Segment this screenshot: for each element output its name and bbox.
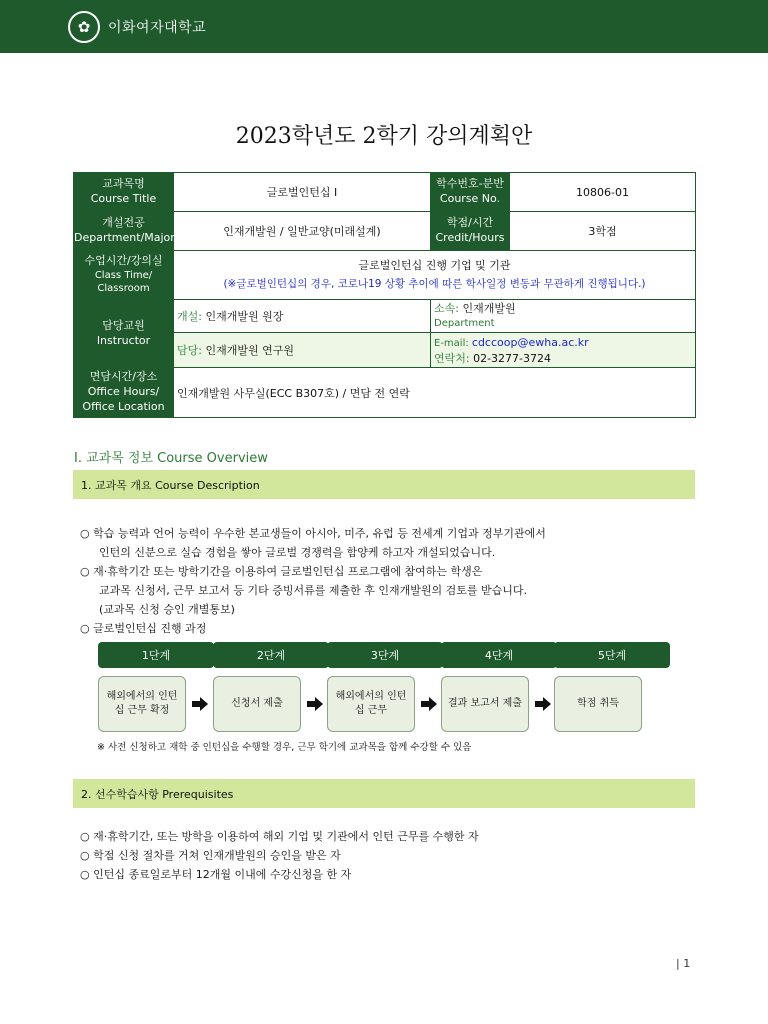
opened-by: 개설: 인재개발원 원장 (174, 300, 431, 333)
credit-value: 3학점 (510, 212, 696, 251)
course-info-table (73, 172, 696, 418)
process-steps (98, 642, 670, 732)
arrow-right-icon (535, 696, 551, 712)
department-label: 개설전공 Department/Major (74, 212, 174, 251)
office-hours-label: 면담시간/장소 Office Hours/ Office Location (74, 368, 174, 418)
course-no-value: 10806-01 (510, 173, 696, 212)
step-3-label: 3단계 (327, 642, 443, 668)
section-title-overview: Ⅰ. 교과목 정보 Course Overview (74, 451, 268, 466)
desc-line: ○ 글로벌인턴십 진행 과정 (80, 622, 207, 635)
header-bar (0, 0, 768, 53)
contact-info: E-mail: cdccoop@ewha.ac.kr 연락처: 02-3277-3724 (431, 333, 696, 368)
class-time-value: 글로벌인턴십 진행 기업 및 기관 (※글로벌인턴십의 경우, 코로나19 상황 추이에 따른 학사일정 변동과 무관하게 진행됩니다.) (174, 251, 696, 300)
prereq-line: ○ 재·휴학기간, 또는 방학을 이용하여 해외 기업 및 기관에서 인턴 근무를 수행한 자 (80, 830, 479, 843)
step-2-box: 신청서 제출 (213, 676, 301, 732)
step-4-box: 결과 보고서 제출 (441, 676, 529, 732)
course-title-value: 글로벌인턴십 I (174, 173, 431, 212)
credit-label: 학점/시간 Credit/Hours (431, 212, 510, 251)
class-time-label: 수업시간/강의실 Class Time/ Classroom (74, 251, 174, 300)
desc-line: ○ 학습 능력과 언어 능력이 우수한 본교생들이 아시아, 미주, 유럽 등 전세계 기업과 정부기관에서 (80, 527, 546, 540)
course-description (80, 524, 546, 638)
desc-line: 인턴의 신분으로 실습 경험을 쌓아 글로벌 경쟁력을 함양케 하고자 개설되었습니다. (99, 546, 496, 559)
step-2-label: 2단계 (213, 642, 329, 668)
step-4-label: 4단계 (441, 642, 557, 668)
step-3-box: 해외에서의 인턴십 근무 (327, 676, 415, 732)
desc-line: ○ 재·휴학기간 또는 방학기간을 이용하여 글로벌인턴십 프로그램에 참여하는 학생은 (80, 565, 483, 578)
arrow-right-icon (192, 696, 208, 712)
band-course-description: 1. 교과목 개요 Course Description (73, 470, 695, 499)
office-hours-value: 인재개발원 사무실(ECC B307호) / 면담 전 연락 (174, 368, 696, 418)
instructor-in-charge: 담당: 인재개발원 연구원 (174, 333, 431, 368)
band-prerequisites: 2. 선수학습사항 Prerequisites (73, 779, 695, 808)
steps-note: ※ 사전 신청하고 재학 중 인턴십을 수행할 경우, 근무 학기에 교과목을 함께 수강할 수 있음 (97, 742, 472, 753)
university-name: 이화여자대학교 (108, 19, 207, 36)
department-value: 인재개발원 / 일반교양(미래설계) (174, 212, 431, 251)
step-1-label: 1단계 (98, 642, 214, 668)
desc-line: (교과목 신청 승인 개별통보) (99, 603, 235, 616)
course-no-label: 학수번호-분반 Course No. (431, 173, 510, 212)
page-title: 2023학년도 2학기 강의계획안 (235, 124, 533, 149)
instructor-label: 담당교원 Instructor (74, 300, 174, 368)
arrow-right-icon (421, 696, 437, 712)
affiliation: 소속: 인재개발원 Department (431, 300, 696, 333)
step-1-box: 해외에서의 인턴십 근무 확정 (98, 676, 186, 732)
arrow-right-icon (307, 696, 323, 712)
course-title-label: 교과목명 Course Title (74, 173, 174, 212)
prereq-line: ○ 학점 신청 절차를 거쳐 인재개발원의 승인을 받은 자 (80, 849, 341, 862)
ewha-seal-icon: ✿ (68, 11, 100, 43)
desc-line: 교과목 신청서, 근무 보고서 등 기타 증빙서류를 제출한 후 인재개발원의 검토를 받습니다. (99, 584, 527, 597)
step-5-box: 학점 취득 (554, 676, 642, 732)
prerequisites-list (80, 827, 479, 884)
step-5-label: 5단계 (554, 642, 670, 668)
email-link[interactable]: cdccoop@ewha.ac.kr (471, 335, 589, 349)
page-number: | 1 (676, 957, 691, 970)
prereq-line: ○ 인턴십 종료일로부터 12개월 이내에 수강신청을 한 자 (80, 868, 352, 881)
